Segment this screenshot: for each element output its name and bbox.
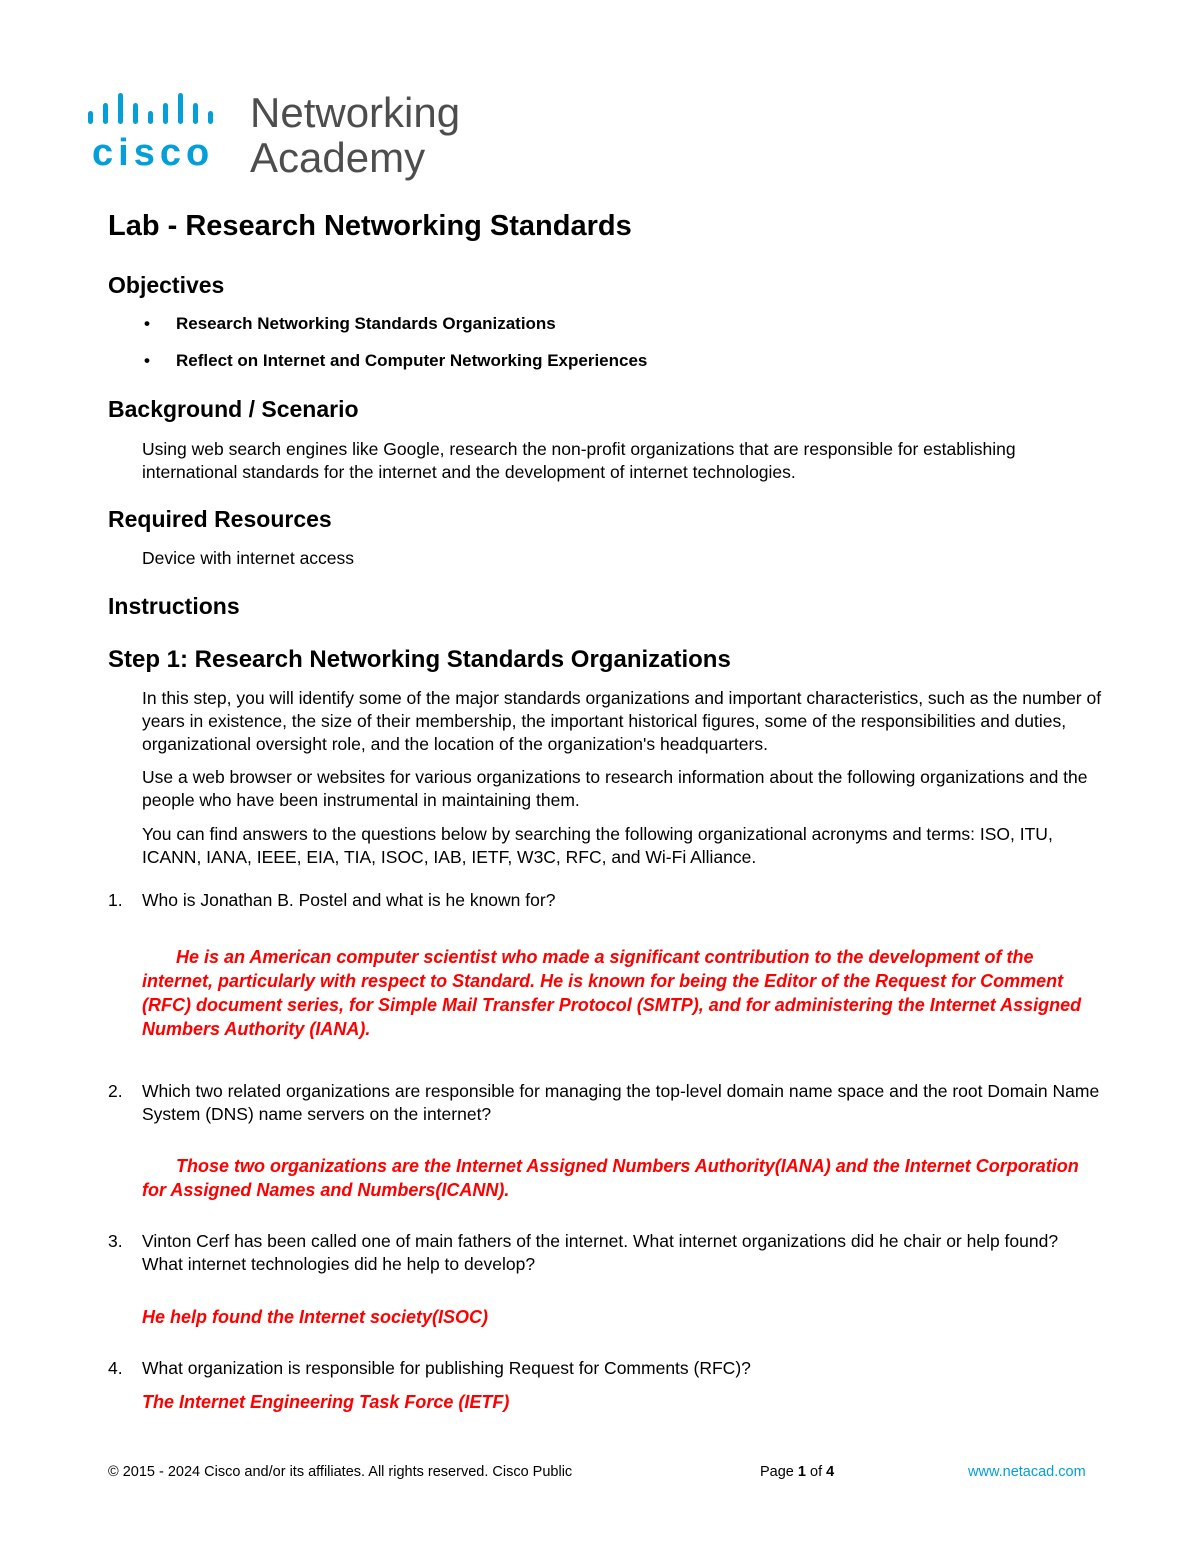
objectives-heading: Objectives xyxy=(108,272,225,298)
logo-networking-text: Networking xyxy=(250,89,461,136)
resources-text: Device with internet access xyxy=(142,548,355,568)
cisco-wordmark: cisco xyxy=(92,132,215,174)
question-number: 1. xyxy=(108,890,123,910)
answer-text: The Internet Engineering Task Force (IETF) xyxy=(142,1392,510,1412)
page-prefix: Page xyxy=(760,1464,798,1480)
step1-paragraph: In this step, you will identify some of the major standards organizations and important characteristics, such as the number of years in existence, the size of their membership, the important historical figures, some of the responsibilities and duties, organizational oversight role, and the location of the organization's headquarters. xyxy=(142,688,1102,754)
instructions-heading: Instructions xyxy=(108,593,240,619)
answer-text: He is an American computer scientist who made a significant contribution to the development of the internet, particularly with respect to Standard. He is known for being the Editor of the Request for Comment (RFC) document series, for Simple Mail Transfer Protocol (SMTP), and for administering the Internet Assigned Numbers Authority (IANA). xyxy=(142,947,1082,1039)
page-current: 1 xyxy=(797,1464,806,1480)
cisco-networking-academy-logo xyxy=(86,88,486,181)
question-text: Which two related organizations are responsible for managing the top-level domain name space and the root Domain Name System (DNS) name servers on the internet? xyxy=(142,1081,1100,1124)
answer-text: He help found the Internet society(ISOC) xyxy=(142,1307,489,1327)
objective-text: Reflect on Internet and Computer Networking Experiences xyxy=(176,351,648,370)
background-heading: Background / Scenario xyxy=(108,396,359,422)
objective-text: Research Networking Standards Organizations xyxy=(176,314,556,333)
bullet-icon: • xyxy=(144,314,150,333)
question-text: What organization is responsible for publishing Request for Comments (RFC)? xyxy=(142,1358,751,1378)
footer-page-number xyxy=(760,1464,834,1480)
question-number: 3. xyxy=(108,1231,123,1251)
question-number: 4. xyxy=(108,1358,123,1378)
cisco-bars-icon xyxy=(86,91,236,131)
step1-paragraph: You can find answers to the questions below by searching the following organizational acronyms and terms: ISO, ITU, ICANN, IANA, IEEE, EIA, TIA, ISOC, IAB, IETF, W3C, RFC, and Wi-Fi Alliance. xyxy=(142,824,1053,867)
resources-heading: Required Resources xyxy=(108,506,332,532)
question-text: Who is Jonathan B. Postel and what is he known for? xyxy=(142,890,556,910)
question-text: Vinton Cerf has been called one of main fathers of the internet. What internet organizations did he chair or help found? What internet technologies did he help to develop? xyxy=(142,1231,1059,1274)
page-total: 4 xyxy=(826,1464,835,1480)
step1-heading: Step 1: Research Networking Standards Organizations xyxy=(108,646,731,673)
footer-copyright: © 2015 - 2024 Cisco and/or its affiliates. All rights reserved. Cisco Public xyxy=(108,1464,573,1480)
logo-academy-text: Academy xyxy=(250,134,426,181)
background-text: Using web search engines like Google, research the non-profit organizations that are responsible for establishing international standards for the internet and the development of internet technologies. xyxy=(142,439,1016,482)
step1-paragraph: Use a web browser or websites for various organizations to research information about the following organizations and the people who have been instrumental in maintaining them. xyxy=(142,767,1088,810)
answer-text: Those two organizations are the Internet Assigned Numbers Authority(IANA) and the Internet Corporation for Assigned Names and Numbers(ICANN). xyxy=(142,1156,1079,1200)
question-number: 2. xyxy=(108,1081,123,1101)
page-title: Lab - Research Networking Standards xyxy=(108,210,632,242)
footer-netacad-link[interactable]: www.netacad.com xyxy=(968,1464,1086,1480)
bullet-icon: • xyxy=(144,351,150,370)
page-of: of xyxy=(805,1464,827,1480)
